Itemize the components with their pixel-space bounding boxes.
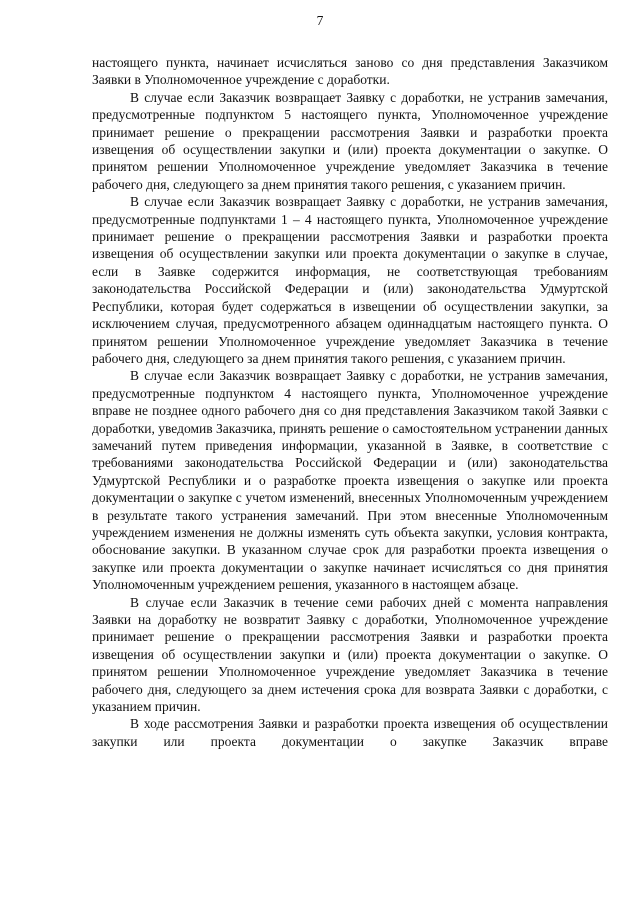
paragraph-unresolved-subpoint-5: В случае если Заказчик возвращает Заявку с доработки, не устранив замечания, предусмотренные подпунктом 5 настоящего пункта, Уполномоченное учреждение принимает решение о прекращении рассмотрения Заявки и разработки проекта извещения об осуществлении закупки и (или) проекта документации о закупке. О принятом решении Уполномоченное учреждение уведомляет Заказчика в течение рабочего дня, следующего за днем принятия такого решения, с указанием причин. [92, 89, 608, 192]
paragraph-self-correction-subpoint-4: В случае если Заказчик возвращает Заявку с доработки, не устранив замечания, предусмотренные подпунктом 4 настоящего пункта, Уполномоченное учреждение вправе не позднее одного рабочего дня со дня представления Заказчиком такой Заявки с доработки, уведомив Заказчика, принять решение о самостоятельном устранении данных замечаний путем приведения информации, указанной в Заявке, в соответствие с требованиями законодательства Российской Федерации и (или) законодательства Удмуртской Республики и о разработке проекта извещения о закупке или проекта документации о закупке с учетом изменений, внесенных Уполномоченным учреждением в результате такого устранения замечаний. При этом внесенные Уполномоченным учреждением изменения не должны изменять суть объекта закупки, условия контракта, обоснование закупки. В указанном случае срок для разработки проекта извещения о закупке или проекта документации о закупке начинает исчисляться со дня принятия Уполномоченным учреждением решения, указанного в настоящем абзаце. [92, 368, 608, 593]
paragraph-seven-day-return: В случае если Заказчик в течение семи рабочих дней с момента направления Заявки на доработку не возвратит Заявку с доработки, Уполномоченное учреждение принимает решение о прекращении рассмотрения Заявки и разработки проекта извещения об осуществлении закупки и (или) проекта документации о закупке. О принятом решении Уполномоченное учреждение уведомляет Заказчика в течение рабочего дня, следующего за днем истечения срока для возврата Заявки с доработки, с указанием причин. [92, 594, 608, 715]
paragraph-continuation: настоящего пункта, начинает исчисляться заново со дня представления Заказчиком Заявки в Уполномоченное учреждение с доработки. [92, 55, 608, 88]
paragraph-unresolved-subpoints-1-4: В случае если Заказчик возвращает Заявку с доработки, не устранив замечания, предусмотренные подпунктами 1 – 4 настоящего пункта, Уполномоченное учреждение принимает решение о прекращении рассмотрения Заявки и разработки проекта извещения об осуществлении закупки или проекта документации о закупке в случае, если в Заявке содержится информация, не соответствующая требованиям законодательства Российской Федерации и (или) законодательства Удмуртской Республики, которая будет содержаться в извещении об осуществлении закупки, за исключением случая, предусмотренного абзацем одиннадцатым настоящего пункта. О принятом решении Уполномоченное учреждение уведомляет Заказчика в течение рабочего дня, следующего за днем принятия такого решения, с указанием причин. [92, 194, 608, 366]
document-body [92, 54, 608, 750]
page-number: 7 [316, 13, 324, 28]
paragraph-review-rights: В ходе рассмотрения Заявки и разработки проекта извещения об осуществлении закупки или проекта документации о закупке Заказчик вправе [92, 716, 608, 749]
